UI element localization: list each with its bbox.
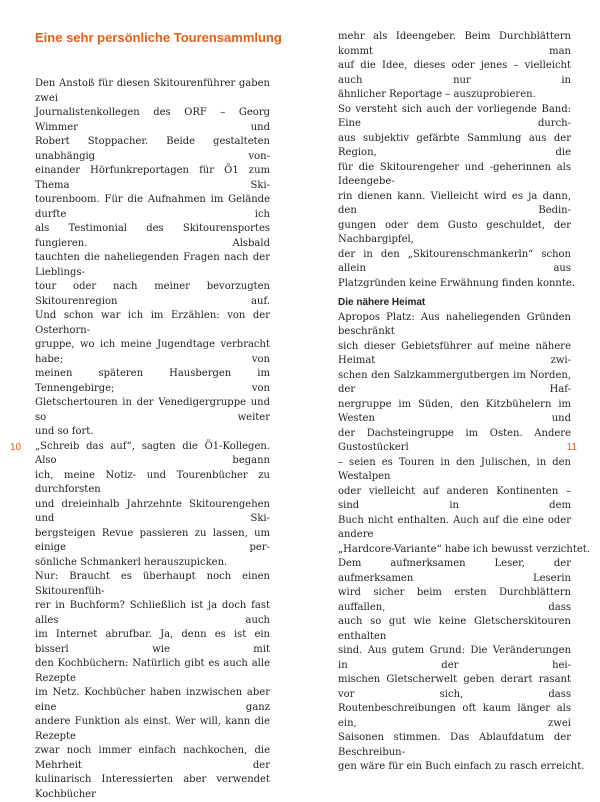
text-line: Gletschertouren in der Venedigergruppe und so weiter <box>35 397 270 423</box>
text-line: auch so gut wie keine Gletscherskitouren enthalten <box>338 616 571 642</box>
text-line: Journalistenkollegen des ORF – Georg Wimmer und <box>35 107 270 133</box>
text-line: sind. Aus gutem Grund: Die Veränderungen in der hei- <box>338 645 571 671</box>
text-line: Und schon war ich im Erzählen: von der Osterhorn- <box>35 310 270 336</box>
text-line: ähnlicher Reportage – auszuprobieren. <box>338 89 536 100</box>
left-page <box>0 0 300 800</box>
text-line: der in den „Skitourenschmankerln“ schon allein aus <box>338 248 571 274</box>
text-line: für die Skitourengeher und -geherinnen als Ideengebe- <box>338 161 571 187</box>
text-line: der Dachsteingruppe im Osten. Andere Gustostückerl <box>338 427 571 453</box>
text-line: – seien es Touren in den Julischen, in den Westalpen <box>338 456 571 482</box>
text-line: bergsteigen Revue passieren zu lassen, um einige per- <box>35 527 270 553</box>
right-page <box>300 0 600 772</box>
text-line: tourenboom. Für die Aufnahmen im Gelände durfte ich <box>35 194 270 220</box>
text-line: oder vielleicht auf anderen Kontinenten – sind in dem <box>338 485 571 511</box>
text-line: rer in Buchform? Schließlich ist ja doch fast alles auch <box>35 600 270 626</box>
text-line: zwar noch immer einfach nachkochen, die Mehrheit der <box>35 745 270 771</box>
text-line: schen den Salzkammergutbergen im Norden, der Haf- <box>338 369 571 395</box>
text-line: Buch nicht enthalten. Auch auf die eine oder andere <box>338 514 571 540</box>
text-line: im Netz. Kochbücher haben inzwischen aber eine ganz <box>35 687 270 713</box>
text-line: Den Anstoß für diesen Skitourenführer gaben zwei <box>35 78 270 104</box>
text-line: So versteht sich auch der vorliegende Band: Eine durch- <box>338 103 571 129</box>
left-body-text <box>35 77 270 802</box>
page-number-right: 11 <box>566 442 577 453</box>
text-line: kulinarisch Interessierten aber verwendet Kochbücher <box>35 774 270 800</box>
text-line: Dem aufmerksamen Leser, der aufmerksamen Leserin <box>338 558 571 584</box>
text-line: mischen Gletscherwelt geben derart rasant vor sich, dass <box>338 674 571 700</box>
text-line: „Hardcore-Variante“ habe ich bewusst verzichtet. <box>338 543 590 555</box>
page-number-left: 10 <box>10 442 22 453</box>
text-line: gruppe, wo ich meine Jugendtage verbracht habe; von <box>35 339 270 365</box>
text-line: rin dienen kann. Vielleicht wird es ja dann, den Bedin- <box>338 190 571 216</box>
text-line: sönliche Schmankerl herauszupicken. <box>35 556 228 568</box>
text-line: tour oder nach meiner bevorzugten Skitourenregion auf. <box>35 281 270 307</box>
text-line: Nur: Braucht es überhaupt noch einen Skitourenfüh- <box>35 571 270 597</box>
section-subheading: Die nähere Heimat <box>338 297 426 308</box>
text-line: Platzgründen keine Erwähnung finden konnte. <box>338 277 575 289</box>
text-line: wird sicher beim ersten Durchblättern auffallen, dass <box>338 587 571 613</box>
text-line: tauchten die naheliegenden Fragen nach der Lieblings- <box>35 252 270 278</box>
text-line: auf die Idee, dieses oder jenes – vielleicht auch nur in <box>338 60 571 86</box>
text-line: und so fort. <box>35 426 94 437</box>
chapter-heading: Eine sehr persönliche Tourensammlung <box>35 30 282 45</box>
text-line: gungen oder dem Gusto geschuldet, der Nachbargipfel, <box>338 219 571 245</box>
text-line: einander Hörfunkreportagen für Ö1 zum Thema Ski- <box>35 165 270 191</box>
text-line: gen wäre für ein Buch einfach zu rasch erreicht. <box>338 761 585 772</box>
text-line: Robert Stoppacher. Beide gestalteten unabhängig von- <box>35 136 270 162</box>
text-line: im Internet abrufbar. Ja, denn es ist ein bisserl wie mit <box>35 629 270 655</box>
text-line: und dreieinhalb Jahrzehnte Skitourengehen und Ski- <box>35 498 270 524</box>
text-line: ich, meine Notiz- und Tourenbücher zu durchforsten <box>35 469 270 495</box>
text-line: den Kochbüchern: Natürlich gibt es auch alle Rezepte <box>35 658 270 684</box>
right-body-text-top <box>338 30 575 291</box>
text-line: aus subjektiv gefärbte Sammlung aus der Region, die <box>338 132 571 158</box>
text-line: Apropos Platz: Aus naheliegenden Gründen beschränkt <box>338 311 571 337</box>
text-line: „Schreib das auf“, sagten die Ö1-Kollegen. Also begann <box>35 440 270 466</box>
text-line: als Testimonial des Skitourensportes fungieren. Alsbald <box>35 223 270 249</box>
text-line: mehr als Ideengeber. Beim Durchblättern kommt man <box>338 31 571 57</box>
text-line: nergruppe im Süden, den Kitzbühelern im Westen und <box>338 398 571 424</box>
text-line: andere Funktion als einst. Wer will, kann die Rezepte <box>35 716 270 742</box>
text-line: Routenbeschreibungen oft kaum länger als ein, zwei <box>338 703 571 729</box>
text-line: Saisonen stimmen. Das Ablaufdatum der Beschreibun- <box>338 732 571 758</box>
text-line: sich dieser Gebietsführer auf meine nähere Heimat zwi- <box>338 340 571 366</box>
text-line: meinen späteren Hausbergen im Tennengebirge; von <box>35 368 270 394</box>
